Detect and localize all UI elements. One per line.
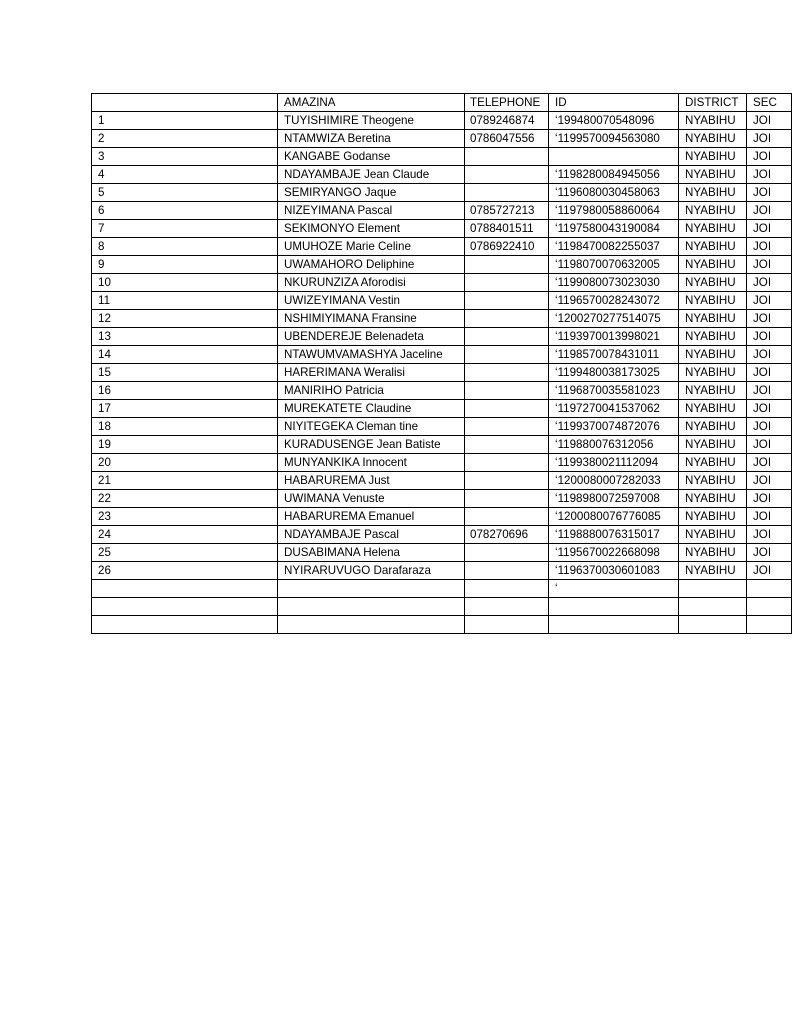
cell-telephone: 0789246874	[465, 112, 549, 130]
cell-id	[549, 616, 679, 634]
table-row	[92, 562, 792, 580]
cell-id: ‘1200270277514075	[549, 310, 679, 328]
cell-id: ‘1196870035581023	[549, 382, 679, 400]
table-row	[92, 364, 792, 382]
table-row	[92, 256, 792, 274]
cell-sector: JOI	[747, 490, 792, 508]
cell-district: NYABIHU	[679, 292, 747, 310]
cell-name: NKURUNZIZA Aforodisi	[278, 274, 465, 292]
cell-telephone	[465, 508, 549, 526]
cell-sector: JOI	[747, 256, 792, 274]
cell-district: NYABIHU	[679, 274, 747, 292]
contacts-table	[91, 93, 792, 634]
cell-telephone	[465, 310, 549, 328]
cell-id: ‘1198280084945056	[549, 166, 679, 184]
cell-district	[679, 580, 747, 598]
cell-sector: JOI	[747, 472, 792, 490]
cell-telephone	[465, 184, 549, 202]
cell-id: ‘1196370030601083	[549, 562, 679, 580]
cell-district: NYABIHU	[679, 382, 747, 400]
table-row	[92, 580, 792, 598]
cell-sector: JOI	[747, 328, 792, 346]
table-row	[92, 418, 792, 436]
header-names: AMAZINA	[278, 94, 465, 112]
cell-name: HARERIMANA Weralisi	[278, 364, 465, 382]
cell-id: ‘1199370074872076	[549, 418, 679, 436]
cell-number: 5	[92, 184, 278, 202]
table-row	[92, 382, 792, 400]
cell-sector: JOI	[747, 544, 792, 562]
cell-telephone: 0786047556	[465, 130, 549, 148]
table-row	[92, 220, 792, 238]
cell-number: 9	[92, 256, 278, 274]
table-row	[92, 274, 792, 292]
cell-sector: JOI	[747, 346, 792, 364]
cell-sector: JOI	[747, 310, 792, 328]
cell-telephone	[465, 400, 549, 418]
cell-district: NYABIHU	[679, 508, 747, 526]
cell-id: ‘	[549, 580, 679, 598]
cell-sector: JOI	[747, 562, 792, 580]
cell-district: NYABIHU	[679, 436, 747, 454]
cell-name: UMUHOZE Marie Celine	[278, 238, 465, 256]
cell-district: NYABIHU	[679, 526, 747, 544]
cell-name: TUYISHIMIRE Theogene	[278, 112, 465, 130]
table-row	[92, 184, 792, 202]
cell-name: NTAWUMVAMASHYA Jaceline	[278, 346, 465, 364]
cell-district: NYABIHU	[679, 364, 747, 382]
cell-district: NYABIHU	[679, 220, 747, 238]
cell-name: NDAYAMBAJE Pascal	[278, 526, 465, 544]
cell-telephone	[465, 472, 549, 490]
cell-name	[278, 598, 465, 616]
cell-district: NYABIHU	[679, 418, 747, 436]
table-row	[92, 328, 792, 346]
cell-sector: JOI	[747, 274, 792, 292]
cell-telephone	[465, 562, 549, 580]
cell-name: MUNYANKIKA Innocent	[278, 454, 465, 472]
cell-number: 11	[92, 292, 278, 310]
cell-telephone	[465, 598, 549, 616]
cell-number: 14	[92, 346, 278, 364]
cell-id: ‘1199480038173025	[549, 364, 679, 382]
cell-sector: JOI	[747, 508, 792, 526]
cell-number: 1	[92, 112, 278, 130]
cell-sector: JOI	[747, 184, 792, 202]
cell-number: 13	[92, 328, 278, 346]
cell-sector: JOI	[747, 220, 792, 238]
cell-name: MANIRIHO Patricia	[278, 382, 465, 400]
cell-district: NYABIHU	[679, 400, 747, 418]
table-row	[92, 346, 792, 364]
cell-number: 16	[92, 382, 278, 400]
cell-sector: JOI	[747, 364, 792, 382]
cell-number: 4	[92, 166, 278, 184]
cell-number: 21	[92, 472, 278, 490]
cell-telephone	[465, 490, 549, 508]
table-row	[92, 598, 792, 616]
cell-district: NYABIHU	[679, 238, 747, 256]
cell-number: 20	[92, 454, 278, 472]
cell-number: 24	[92, 526, 278, 544]
cell-number: 17	[92, 400, 278, 418]
cell-name: NIZEYIMANA Pascal	[278, 202, 465, 220]
cell-name: KURADUSENGE Jean Batiste	[278, 436, 465, 454]
cell-district: NYABIHU	[679, 454, 747, 472]
cell-id: ‘1200080007282033	[549, 472, 679, 490]
table-row	[92, 292, 792, 310]
table-row	[92, 166, 792, 184]
cell-sector	[747, 580, 792, 598]
cell-name: UWAMAHORO Deliphine	[278, 256, 465, 274]
cell-sector: JOI	[747, 130, 792, 148]
cell-name: NIYITEGEKA Cleman tine	[278, 418, 465, 436]
cell-district: NYABIHU	[679, 346, 747, 364]
table-row	[92, 526, 792, 544]
cell-sector: JOI	[747, 202, 792, 220]
cell-name: NYIRARUVUGO Darafaraza	[278, 562, 465, 580]
header-telephone: TELEPHONE	[465, 94, 549, 112]
cell-sector: JOI	[747, 382, 792, 400]
cell-name: MUREKATETE Claudine	[278, 400, 465, 418]
cell-number	[92, 580, 278, 598]
cell-telephone	[465, 256, 549, 274]
cell-district: NYABIHU	[679, 148, 747, 166]
cell-telephone	[465, 382, 549, 400]
cell-telephone	[465, 328, 549, 346]
cell-sector: JOI	[747, 400, 792, 418]
cell-id: ‘1193970013998021	[549, 328, 679, 346]
cell-district: NYABIHU	[679, 184, 747, 202]
cell-district: NYABIHU	[679, 112, 747, 130]
cell-sector	[747, 598, 792, 616]
cell-district: NYABIHU	[679, 130, 747, 148]
cell-district: NYABIHU	[679, 202, 747, 220]
table-row	[92, 544, 792, 562]
cell-telephone	[465, 544, 549, 562]
cell-telephone	[465, 292, 549, 310]
cell-sector: JOI	[747, 436, 792, 454]
cell-name: SEMIRYANGO Jaque	[278, 184, 465, 202]
cell-name: KANGABE Godanse	[278, 148, 465, 166]
cell-name: DUSABIMANA Helena	[278, 544, 465, 562]
spreadsheet-page	[91, 93, 777, 634]
table-body	[92, 112, 792, 634]
cell-id: ‘1196570028243072	[549, 292, 679, 310]
cell-number: 8	[92, 238, 278, 256]
cell-number: 18	[92, 418, 278, 436]
cell-district: NYABIHU	[679, 562, 747, 580]
table-row	[92, 148, 792, 166]
header-id: ID	[549, 94, 679, 112]
cell-name: SEKIMONYO Element	[278, 220, 465, 238]
cell-telephone	[465, 418, 549, 436]
cell-id: ‘199480070548096	[549, 112, 679, 130]
cell-sector	[747, 616, 792, 634]
cell-district	[679, 598, 747, 616]
table-row	[92, 400, 792, 418]
cell-id: ‘1195670022668098	[549, 544, 679, 562]
cell-district: NYABIHU	[679, 256, 747, 274]
cell-district: NYABIHU	[679, 166, 747, 184]
cell-name	[278, 616, 465, 634]
cell-number: 10	[92, 274, 278, 292]
cell-district: NYABIHU	[679, 310, 747, 328]
cell-telephone: 0786922410	[465, 238, 549, 256]
cell-telephone	[465, 580, 549, 598]
cell-telephone: 0785727213	[465, 202, 549, 220]
cell-name	[278, 580, 465, 598]
table-row	[92, 508, 792, 526]
table-row	[92, 616, 792, 634]
table-row	[92, 454, 792, 472]
table-row	[92, 472, 792, 490]
cell-telephone	[465, 166, 549, 184]
cell-id: ‘1199080073023030	[549, 274, 679, 292]
cell-number: 25	[92, 544, 278, 562]
cell-district: NYABIHU	[679, 472, 747, 490]
header-number	[92, 94, 278, 112]
cell-id: ‘1199380021112094	[549, 454, 679, 472]
cell-number: 15	[92, 364, 278, 382]
cell-number: 7	[92, 220, 278, 238]
cell-id: ‘1197580043190084	[549, 220, 679, 238]
cell-name: HABARUREMA Just	[278, 472, 465, 490]
cell-sector: JOI	[747, 454, 792, 472]
cell-name: UWIMANA Venuste	[278, 490, 465, 508]
cell-telephone	[465, 274, 549, 292]
cell-sector: JOI	[747, 148, 792, 166]
cell-telephone	[465, 346, 549, 364]
cell-sector: JOI	[747, 112, 792, 130]
header-sector: SEC	[747, 94, 792, 112]
cell-telephone	[465, 364, 549, 382]
cell-district	[679, 616, 747, 634]
cell-name: NDAYAMBAJE Jean Claude	[278, 166, 465, 184]
cell-number: 12	[92, 310, 278, 328]
cell-id: ‘1198070070632005	[549, 256, 679, 274]
cell-telephone	[465, 148, 549, 166]
table-row	[92, 202, 792, 220]
cell-name: NTAMWIZA Beretina	[278, 130, 465, 148]
header-district: DISTRICT	[679, 94, 747, 112]
cell-id: ‘1198980072597008	[549, 490, 679, 508]
cell-telephone	[465, 454, 549, 472]
cell-id: ‘1197270041537062	[549, 400, 679, 418]
cell-telephone: 078270696	[465, 526, 549, 544]
cell-id: ‘1196080030458063	[549, 184, 679, 202]
table-row	[92, 238, 792, 256]
cell-number: 2	[92, 130, 278, 148]
cell-number: 19	[92, 436, 278, 454]
cell-name: UBENDEREJE Belenadeta	[278, 328, 465, 346]
header-row	[92, 94, 792, 112]
cell-id: ‘1197980058860064	[549, 202, 679, 220]
cell-number: 26	[92, 562, 278, 580]
cell-telephone	[465, 616, 549, 634]
cell-district: NYABIHU	[679, 544, 747, 562]
cell-name: UWIZEYIMANA Vestin	[278, 292, 465, 310]
cell-number: 3	[92, 148, 278, 166]
cell-sector: JOI	[747, 526, 792, 544]
cell-telephone	[465, 436, 549, 454]
cell-number: 23	[92, 508, 278, 526]
cell-id	[549, 148, 679, 166]
cell-sector: JOI	[747, 418, 792, 436]
cell-sector: JOI	[747, 238, 792, 256]
cell-name: HABARUREMA Emanuel	[278, 508, 465, 526]
cell-number	[92, 616, 278, 634]
cell-telephone: 0788401511	[465, 220, 549, 238]
cell-id	[549, 598, 679, 616]
cell-id: ‘1198570078431011	[549, 346, 679, 364]
cell-name: NSHIMIYIMANA Fransine	[278, 310, 465, 328]
cell-id: ‘1198470082255037	[549, 238, 679, 256]
cell-id: ‘119880076312056	[549, 436, 679, 454]
table-row	[92, 130, 792, 148]
table-row	[92, 310, 792, 328]
cell-id: ‘1199570094563080	[549, 130, 679, 148]
cell-district: NYABIHU	[679, 490, 747, 508]
cell-id: ‘1200080076776085	[549, 508, 679, 526]
table-row	[92, 436, 792, 454]
cell-sector: JOI	[747, 292, 792, 310]
cell-id: ‘1198880076315017	[549, 526, 679, 544]
cell-number: 6	[92, 202, 278, 220]
cell-number	[92, 598, 278, 616]
cell-district: NYABIHU	[679, 328, 747, 346]
table-row	[92, 112, 792, 130]
cell-sector: JOI	[747, 166, 792, 184]
cell-number: 22	[92, 490, 278, 508]
table-row	[92, 490, 792, 508]
